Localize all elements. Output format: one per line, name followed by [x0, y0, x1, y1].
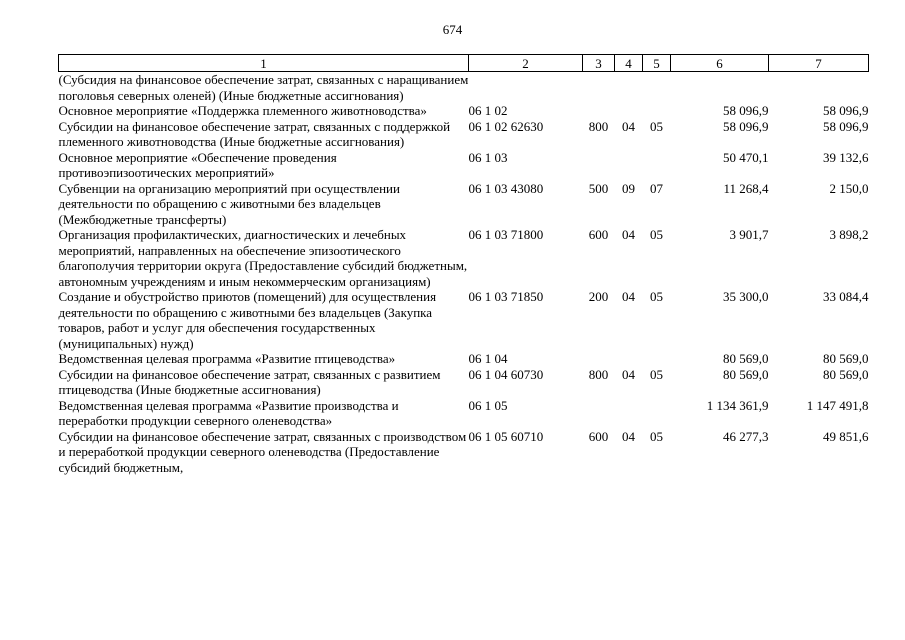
budget-table — [58, 54, 869, 475]
expense-type-code — [583, 398, 615, 429]
target-article-code: 06 1 03 — [468, 149, 508, 165]
expense-type-code — [583, 150, 615, 181]
target-article-code: 06 1 05 — [468, 397, 508, 413]
item-name: Субсидии на финансовое обеспечение затрат, связанных с производством и переработкой продукции северного оленеводства (Предоставление субсидий бюджетным, — [58, 428, 467, 475]
expense-type-code: 800 — [588, 366, 609, 382]
expense-type-code — [583, 351, 615, 367]
subsection-code: 05 — [650, 227, 663, 242]
item-name: Ведомственная целевая программа «Развитие птицеводства» — [58, 351, 396, 366]
section-code: 09 — [622, 180, 635, 196]
target-article-code: 06 1 03 43080 — [468, 180, 544, 196]
section-code — [615, 398, 643, 429]
subsection-code: 05 — [650, 289, 663, 304]
amount-col-7: 49 851,6 — [823, 428, 869, 444]
item-name: Основное мероприятие «Обеспечение проведения противоэпизоотических мероприятий» — [58, 149, 337, 180]
amount-col-7: 3 898,2 — [829, 227, 869, 242]
section-code: 04 — [622, 227, 635, 242]
table-row — [59, 289, 869, 351]
table-row — [59, 367, 869, 398]
amount-col-6: 35 300,0 — [723, 289, 769, 304]
expense-type-code — [583, 103, 615, 119]
column-header: 2 — [469, 55, 583, 72]
table-row — [59, 119, 869, 150]
subsection-code — [643, 72, 671, 104]
table-row — [59, 103, 869, 119]
section-code: 04 — [622, 366, 635, 382]
amount-col-7: 39 132,6 — [823, 149, 869, 165]
amount-col-7: 33 084,4 — [823, 289, 869, 304]
section-code — [615, 351, 643, 367]
column-header: 7 — [769, 55, 869, 72]
expense-type-code: 600 — [588, 428, 609, 444]
item-name: Создание и обустройство приютов (помещений) для осуществления деятельности по обращению с животными без владельцев (Закупка товаров, работ и услуг для обеспечения государственных (муниципальных) нужд) — [58, 289, 437, 351]
expense-type-code — [583, 72, 615, 104]
item-name: Организация профилактических, диагностических и лечебных мероприятий, направленных на обеспечение эпизоотического благополучия территории округа (Предоставление субсидий бюджетным, автономным учреждениям и иным некоммерческим организациям) — [58, 227, 468, 289]
section-code: 04 — [622, 289, 635, 304]
target-article-code: 06 1 02 — [468, 103, 508, 118]
expense-type-code: 800 — [588, 118, 609, 134]
amount-col-6: 11 268,4 — [723, 180, 769, 196]
target-article-code: 06 1 03 71850 — [468, 289, 544, 304]
subsection-code: 05 — [650, 118, 663, 134]
expense-type-code: 200 — [588, 289, 609, 304]
item-name: Субсидии на финансовое обеспечение затрат, связанных с развитием птицеводства (Иные бюджетные ассигнования) — [58, 366, 441, 397]
table-row — [59, 72, 869, 104]
amount-col-6: 80 569,0 — [723, 351, 769, 366]
item-name: Субсидии на финансовое обеспечение затрат, связанных с поддержкой племенного животноводства (Иные бюджетные ассигнования) — [58, 118, 451, 149]
subsection-code — [643, 150, 671, 181]
amount-col-6: 3 901,7 — [729, 227, 769, 242]
amount-col-6: 46 277,3 — [723, 428, 769, 444]
subsection-code — [643, 351, 671, 367]
table-row — [59, 227, 869, 289]
page-number: 674 — [442, 22, 463, 37]
amount-col-7: 58 096,9 — [823, 118, 869, 134]
amount-col-6: 58 096,9 — [723, 103, 769, 118]
section-code: 04 — [622, 118, 635, 134]
amount-col-6: 80 569,0 — [723, 366, 769, 382]
expense-type-code: 500 — [588, 180, 609, 196]
target-article-code: 06 1 04 — [468, 351, 508, 366]
item-name: (Субсидия на финансовое обеспечение затрат, связанных с наращиванием поголовья северных оленей) (Иные бюджетные ассигнования) — [58, 72, 469, 103]
amount-col-7: 1 147 491,8 — [806, 397, 869, 413]
amount-col-6: 58 096,9 — [723, 118, 769, 134]
amount-col-7: 58 096,9 — [823, 103, 869, 118]
target-article-code: 06 1 03 71800 — [468, 227, 544, 242]
amount-col-6: 50 470,1 — [723, 149, 769, 165]
subsection-code: 07 — [650, 180, 663, 196]
section-code — [615, 103, 643, 119]
amount-col-7 — [769, 72, 869, 104]
column-header: 1 — [59, 55, 469, 72]
table-body — [59, 72, 869, 476]
table-row — [59, 181, 869, 228]
item-name: Субвенции на организацию мероприятий при осуществлении деятельности по обращению с животными без владельцев (Межбюджетные трансферты) — [58, 180, 400, 227]
amount-col-6 — [671, 72, 769, 104]
table-row — [59, 429, 869, 476]
table-row — [59, 398, 869, 429]
amount-col-6: 1 134 361,9 — [706, 397, 769, 413]
target-article-code: 06 1 02 62630 — [468, 118, 544, 134]
target-article-code: 06 1 05 60710 — [468, 428, 544, 444]
column-header: 6 — [671, 55, 769, 72]
table-row — [59, 150, 869, 181]
table-row — [59, 351, 869, 367]
item-name: Основное мероприятие «Поддержка племенного животноводства» — [58, 103, 427, 118]
expense-type-code: 600 — [588, 227, 609, 242]
subsection-code — [643, 398, 671, 429]
amount-col-7: 2 150,0 — [829, 180, 869, 196]
section-code: 04 — [622, 428, 635, 444]
subsection-code: 05 — [650, 366, 663, 382]
subsection-code: 05 — [650, 428, 663, 444]
target-article-code: 06 1 04 60730 — [468, 366, 544, 382]
target-article-code — [469, 72, 583, 104]
item-name: Ведомственная целевая программа «Развитие производства и переработки продукции северного оленеводства» — [58, 397, 399, 428]
subsection-code — [643, 103, 671, 119]
column-header: 3 — [583, 55, 615, 72]
section-code — [615, 150, 643, 181]
column-header: 5 — [643, 55, 671, 72]
amount-col-7: 80 569,0 — [823, 351, 869, 366]
amount-col-7: 80 569,0 — [823, 366, 869, 382]
column-header: 4 — [615, 55, 643, 72]
section-code — [615, 72, 643, 104]
table-header-row — [59, 55, 869, 72]
